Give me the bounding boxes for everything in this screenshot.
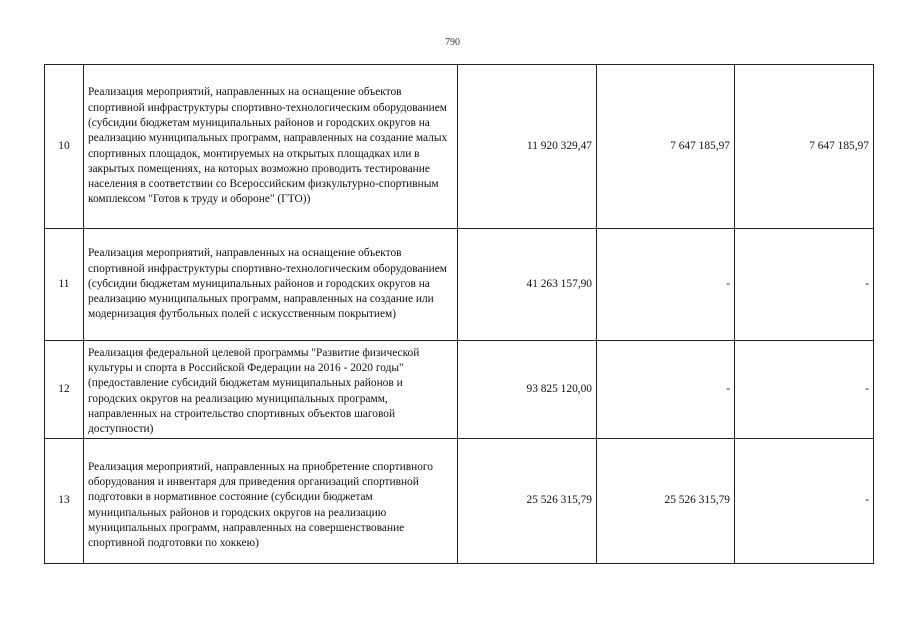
budget-table <box>44 64 874 564</box>
amount-column-2: 7 647 185,97 <box>597 65 735 229</box>
table-row <box>45 229 874 341</box>
row-description: Реализация мероприятий, направленных на оснащение объектов спортивной инфраструктуры спортивно-технологическим оборудованием (субсидии бюджетам муниципальных районов и городских округов на реализацию муниципальных программ, направленных на создание или модернизация футбольных полей с искусственным покрытием) <box>84 229 458 341</box>
amount-column-3: - <box>735 341 874 439</box>
amount-column-2: 25 526 315,79 <box>597 439 735 564</box>
amount-column-1: 11 920 329,47 <box>458 65 597 229</box>
amount-column-1: 93 825 120,00 <box>458 341 597 439</box>
row-number: 10 <box>45 65 84 229</box>
table-row <box>45 439 874 564</box>
row-number: 11 <box>45 229 84 341</box>
row-description: Реализация мероприятий, направленных на приобретение спортивного оборудования и инвентаря для приведения организаций спортивной подготовки в нормативное состояние (субсидии бюджетам муниципальных районов и городских округов на реализацию муниципальных программ, направленных на совершенствование спортивной подготовки по хоккею) <box>84 439 458 564</box>
row-number: 13 <box>45 439 84 564</box>
row-description: Реализация мероприятий, направленных на оснащение объектов спортивной инфраструктуры спортивно-технологическим оборудованием (субсидии бюджетам муниципальных районов и городских округов на реализацию муниципальных программ, направленных на создание малых спортивных площадок, монтируемых на открытых площадках или в закрытых помещениях, на которых возможно проводить тестирование населения в соответствии со Всероссийским физкультурно-спортивным комплексом "Готов к труду и обороне" (ГТО)) <box>84 65 458 229</box>
page-number: 790 <box>445 37 460 48</box>
row-description: Реализация федеральной целевой программы "Развитие физической культуры и спорта в Российской Федерации на 2016 - 2020 годы" (предоставление субсидий бюджетам муниципальных районов и городских округов на реализацию муниципальных программ, направленных на строительство спортивных объектов шаговой доступности) <box>84 341 458 439</box>
amount-column-1: 41 263 157,90 <box>458 229 597 341</box>
amount-column-2: - <box>597 341 735 439</box>
amount-column-1: 25 526 315,79 <box>458 439 597 564</box>
amount-column-3: 7 647 185,97 <box>735 65 874 229</box>
amount-column-3: - <box>735 229 874 341</box>
row-number: 12 <box>45 341 84 439</box>
amount-column-3: - <box>735 439 874 564</box>
table-row <box>45 341 874 439</box>
table-row <box>45 65 874 229</box>
amount-column-2: - <box>597 229 735 341</box>
